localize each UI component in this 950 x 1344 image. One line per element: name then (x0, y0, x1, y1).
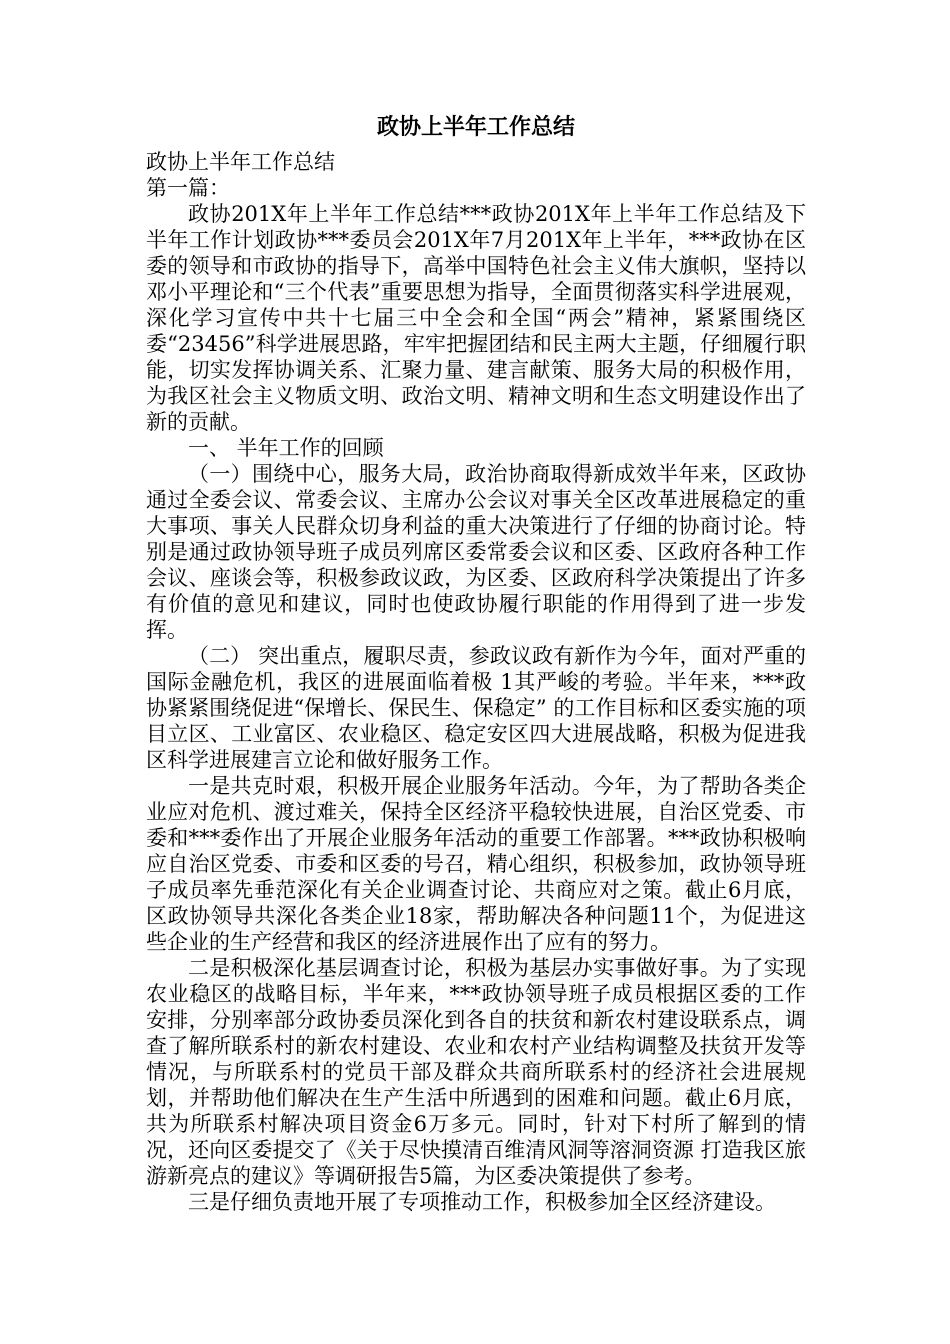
body-paragraph-intro: 政协201X年上半年工作总结***政协201X年上半年工作总结及下半年工作计划政协***委员会201X年7月201X年上半年，***政协在区委的领导和市政协的指导下，高举中国特色社会主义伟大旗帜，坚持以邓小平理论和“三个代表”重要思想为指导，全面贯彻落实科学进展观，深化学习宣传中共十七届三中全会和全国“两会”精神，紧紧围绕区委“23456”科学进展思路，牢牢把握团结和民主两大主题，仔细履行职能，切实发挥协调关系、汇聚力量、建言献策、服务大局的积极作用，为我区社会主义物质文明、政治文明、精神文明和生态文明建设作出了新的贡献。 (146, 202, 806, 434)
document-page (146, 114, 806, 1215)
body-paragraph-consultation: （一）围绕中心，服务大局，政治协商取得新成效半年来，区政协通过全委会议、常委会议、主席办公会议对事关全区改革进展稳定的重大事项、事关人民群众切身利益的重大决策进行了仔细的协商讨论。特别是通过政协领导班子成员列席区委常委会议和区委、区政府各种工作会议、座谈会等，积极参政议政，为区委、区政府科学决策提出了许多有价值的意见和建议，同时也使政协履行职能的作用得到了进一步发挥。 (146, 462, 806, 642)
part-label: 第一篇： (146, 176, 230, 200)
body-paragraph-key-points: （二） 突出重点，履职尽责，参政议政有新作为今年，面对严重的国际金融危机，我区的进展面临着极 1其严峻的考验。半年来，***政协紧紧围绕促进“保增长、保民生、保稳定” 的工作目标和区委实施的项目立区、工业富区、农业稳区、稳定安区四大进展战略，积极为促进我区科学进展建言立论和做好服务工作。 (146, 644, 806, 772)
document-subtitle: 政协上半年工作总结 (146, 150, 335, 174)
document-title: 政协上半年工作总结 (376, 114, 575, 140)
section-heading-review: 一、 半年工作的回顾 (188, 436, 384, 460)
body-paragraph-special-work: 三是仔细负责地开展了专项推动工作，积极参加全区经济建设。 (188, 1190, 776, 1214)
body-paragraph-grassroots-research: 二是积极深化基层调查讨论，积极为基层办实事做好事。为了实现农业稳区的战略目标，半年来，***政协领导班子成员根据区委的工作安排，分别率部分政协委员深化到各自的扶贫和新农村建设联系点，调查了解所联系村的新农村建设、农业和农村产业结构调整及扶贫开发等情况，与所联系村的党员干部及群众共商所联系村的经济社会进展规划，并帮助他们解决在生产生活中所遇到的困难和问题。截止6月底，共为所联系村解决项目资金6万多元。同时，针对下村所了解到的情况，还向区委提交了《关于尽快摸清百维清风洞等溶洞资源 打造我区旅游新亮点的建议》等调研报告5篇，为区委决策提供了参考。 (146, 956, 806, 1188)
body-paragraph-enterprise-service: 一是共克时艰，积极开展企业服务年活动。今年，为了帮助各类企业应对危机、渡过难关，保持全区经济平稳较快进展，自治区党委、市委和***委作出了开展企业服务年活动的重要工作部署。***政协积极响应自治区党委、市委和区委的号召，精心组织，积极参加，政协领导班子成员率先垂范深化有关企业调查讨论、共商应对之策。截止6月底，区政协领导共深化各类企业18家，帮助解决各种问题11个，为促进这些企业的生产经营和我区的经济进展作出了应有的努力。 (146, 774, 806, 954)
